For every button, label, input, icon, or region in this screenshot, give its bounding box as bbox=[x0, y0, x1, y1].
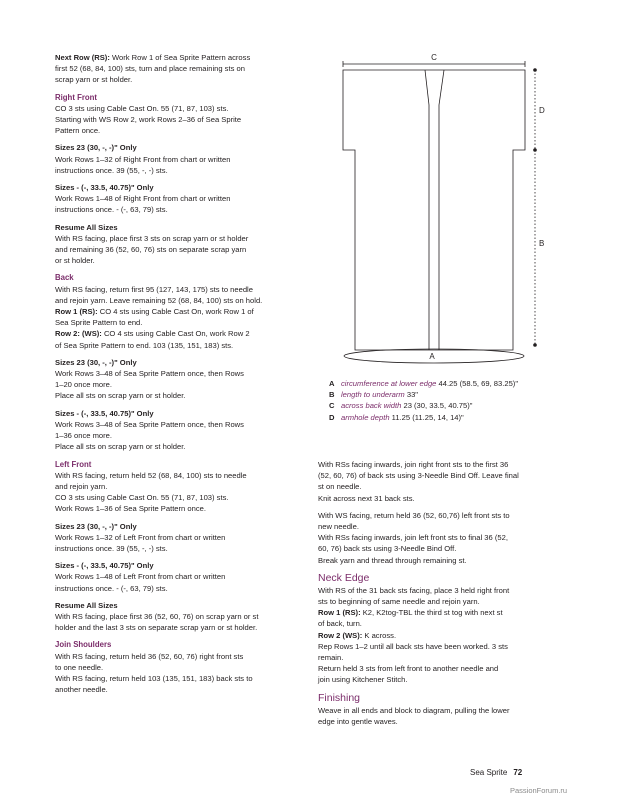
text-line bbox=[55, 543, 295, 554]
label-b: B bbox=[539, 239, 545, 248]
text-line bbox=[55, 390, 295, 401]
text-line bbox=[55, 74, 295, 85]
line-text: With RS facing, return held 36 (52, 60, 76) right front sts bbox=[55, 651, 244, 661]
line-text: another needle. bbox=[55, 685, 108, 695]
text-line bbox=[55, 492, 295, 503]
line-text: st on needle. bbox=[318, 482, 362, 492]
line-text: With RS facing, return first 95 (127, 143, 175) sts to needle bbox=[55, 284, 253, 294]
section bbox=[55, 600, 295, 634]
right-column bbox=[318, 459, 563, 733]
text-line bbox=[318, 663, 563, 674]
section-heading: Left Front bbox=[55, 459, 92, 469]
text-line bbox=[55, 306, 295, 317]
text-line bbox=[55, 193, 295, 204]
section-heading: Sizes 23 (30, -, -)" Only bbox=[55, 521, 137, 531]
line-text: edge into gentle waves. bbox=[318, 716, 398, 726]
text-line bbox=[318, 543, 563, 554]
text-line bbox=[55, 317, 295, 328]
section bbox=[55, 222, 295, 267]
text-line bbox=[55, 284, 295, 295]
line-text: and rejoin yarn. Leave remaining 52 (68, 84, 100) sts on hold. bbox=[55, 295, 263, 305]
section bbox=[55, 357, 295, 402]
line-text: holder and the last 3 sts on separate scrap yarn or st holder. bbox=[55, 623, 258, 633]
text-line bbox=[318, 705, 563, 716]
legend-letter: B bbox=[329, 390, 335, 400]
text-line bbox=[55, 328, 295, 339]
watermark: PassionForum.ru bbox=[510, 786, 568, 795]
section bbox=[55, 408, 295, 453]
text-line bbox=[55, 583, 295, 594]
legend-description: length to underarm bbox=[341, 390, 405, 400]
line-text: to one needle. bbox=[55, 662, 104, 672]
text-line bbox=[55, 651, 295, 662]
text-line bbox=[55, 125, 295, 136]
text-line bbox=[55, 503, 295, 514]
line-text: Sea Sprite Pattern to end. bbox=[55, 318, 143, 328]
text-line bbox=[318, 532, 563, 543]
line-text: K2, K2tog-TBL the third st tog with next st bbox=[360, 608, 503, 618]
text-line bbox=[318, 555, 563, 566]
line-text: scrap yarn or st holder. bbox=[55, 75, 133, 85]
section-heading: Resume All Sizes bbox=[55, 222, 118, 232]
front-opening-right bbox=[439, 70, 444, 350]
section bbox=[318, 510, 563, 566]
schematic-svg bbox=[320, 50, 560, 372]
line-text: instructions once. - (-, 63, 79) sts. bbox=[55, 583, 168, 593]
legend-value: 44.25 (58.5, 69, 83.25)" bbox=[436, 379, 519, 388]
legend-letter: D bbox=[329, 412, 335, 422]
garment-outline bbox=[343, 70, 525, 350]
line-text: instructions once. - (-, 63, 79) sts. bbox=[55, 205, 168, 215]
text-line bbox=[318, 493, 563, 504]
text-line bbox=[318, 607, 563, 618]
row-label: Row 2 (WS): bbox=[318, 630, 363, 640]
text-line bbox=[55, 114, 295, 125]
line-text: Work Rows 1–48 of Right Front from chart or written bbox=[55, 194, 231, 204]
line-text: and remaining 36 (52, 60, 76) sts on separate scrap yarn bbox=[55, 245, 247, 255]
line-text: CO 3 sts using Cable Cast On. 55 (71, 87, 103) sts. bbox=[55, 103, 229, 113]
line-text: Weave in all ends and block to diagram, pulling the lower bbox=[318, 705, 510, 715]
page-number: 72 bbox=[513, 768, 523, 777]
section bbox=[55, 639, 295, 695]
section bbox=[55, 142, 295, 176]
text-line bbox=[55, 103, 295, 114]
line-text: K across. bbox=[362, 630, 397, 640]
line-text: join using Kitchener Stitch. bbox=[318, 675, 408, 685]
text-line bbox=[55, 481, 295, 492]
page-footer bbox=[470, 768, 522, 777]
section-heading: Sizes - (-, 33.5, 40.75)" Only bbox=[55, 408, 154, 418]
line-text: sts to beginning of same needle and rejoin yarn. bbox=[318, 597, 480, 607]
text-line bbox=[55, 52, 295, 63]
text-line bbox=[318, 459, 563, 470]
section bbox=[55, 521, 295, 555]
line-text: Work Rows 3–48 of Sea Sprite Pattern once, then Rows bbox=[55, 419, 244, 429]
row-label: Row 1 (RS): bbox=[55, 307, 98, 317]
section-heading: Sizes - (-, 33.5, 40.75)" Only bbox=[55, 183, 154, 193]
section-heading: Sizes - (-, 33.5, 40.75)" Only bbox=[55, 561, 154, 571]
section-heading: Resume All Sizes bbox=[55, 600, 118, 610]
text-line bbox=[318, 470, 563, 481]
garment-schematic bbox=[320, 50, 560, 372]
section bbox=[55, 459, 295, 515]
footer-title: Sea Sprite bbox=[470, 768, 508, 777]
line-text: CO 3 sts using Cable Cast On. 55 (71, 87, 103) sts. bbox=[55, 493, 229, 503]
section-heading: Right Front bbox=[55, 92, 98, 102]
text-line bbox=[55, 622, 295, 633]
text-line bbox=[55, 165, 295, 176]
row-label: Next Row (RS): bbox=[55, 53, 110, 62]
text-line bbox=[318, 596, 563, 607]
legend-description: armhole depth bbox=[341, 412, 390, 422]
line-text: With RS facing, return held 52 (68, 84, 100) sts to needle bbox=[55, 470, 247, 480]
text-line bbox=[318, 641, 563, 652]
legend-letter: A bbox=[329, 379, 335, 388]
line-text: CO 4 sts using Cable Cast On, work Row 1 of bbox=[97, 307, 254, 317]
label-d: D bbox=[539, 106, 545, 115]
line-text: With RS facing, return held 103 (135, 151, 183) back sts to bbox=[55, 673, 253, 683]
line-text: With RS of the 31 back sts facing, place 3 held right front bbox=[318, 585, 510, 595]
section bbox=[55, 92, 295, 137]
line-text: Rep Rows 1–2 until all back sts have been worked. 3 sts bbox=[318, 641, 508, 651]
section bbox=[55, 560, 295, 594]
legend-row bbox=[329, 378, 518, 389]
line-text: remain. bbox=[318, 653, 344, 663]
text-line bbox=[55, 154, 295, 165]
line-text: Starting with WS Row 2, work Rows 2–36 of Sea Sprite bbox=[55, 115, 242, 125]
section-heading: Sizes 23 (30, -, -)" Only bbox=[55, 143, 137, 153]
line-text: Pattern once. bbox=[55, 126, 101, 136]
section bbox=[318, 459, 563, 504]
text-line bbox=[55, 419, 295, 430]
text-line bbox=[55, 571, 295, 582]
line-text: instructions once. 39 (55, -, -) sts. bbox=[55, 165, 168, 175]
left-column bbox=[55, 52, 295, 701]
section-heading: Join Shoulders bbox=[55, 640, 112, 650]
line-text: With RSs facing inwards, join left front sts to final 36 (52, bbox=[318, 533, 508, 543]
line-text: and rejoin yarn. bbox=[55, 481, 108, 491]
text-line bbox=[55, 233, 295, 244]
text-line bbox=[55, 244, 295, 255]
line-text: 1–36 once more. bbox=[55, 431, 112, 441]
line-text: CO 4 sts using Cable Cast On, work Row 2 bbox=[101, 329, 250, 339]
section-heading: Finishing bbox=[318, 691, 361, 704]
line-text: Work Rows 1–36 of Sea Sprite Pattern once. bbox=[55, 504, 206, 514]
legend-value: 23 (30, 33.5, 40.75)" bbox=[401, 401, 473, 411]
line-text: (52, 60, 76) of back sts using 3-Needle Bind Off. Leave final bbox=[318, 471, 519, 481]
line-text: Work Rows 3–48 of Sea Sprite Pattern once, then Rows bbox=[55, 369, 244, 379]
measurement-legend bbox=[329, 378, 518, 423]
text-line bbox=[318, 716, 563, 727]
line-text: Place all sts on scrap yarn or st holder. bbox=[55, 442, 186, 452]
text-line bbox=[55, 63, 295, 74]
section bbox=[55, 182, 295, 216]
line-text: With WS facing, return held 36 (52, 60,76) left front sts to bbox=[318, 510, 510, 520]
legend-row bbox=[329, 400, 518, 411]
legend-row bbox=[329, 389, 518, 400]
line-text: Knit across next 31 back sts. bbox=[318, 493, 415, 503]
line-text: Work Rows 1–32 of Left Front from chart or written bbox=[55, 532, 226, 542]
text-line bbox=[318, 481, 563, 492]
line-text: With RS facing, place first 36 (52, 60, 76) on scrap yarn or st bbox=[55, 611, 259, 621]
line-text: Return held 3 sts from left front to another needle and bbox=[318, 664, 499, 674]
text-line bbox=[318, 630, 563, 641]
text-line bbox=[55, 441, 295, 452]
line-text: 60, 76) back sts using 3-Needle Bind Off. bbox=[318, 544, 457, 554]
text-line bbox=[55, 340, 295, 351]
line-text: 1–20 once more. bbox=[55, 380, 112, 390]
legend-description: across back width bbox=[341, 401, 402, 411]
text-line bbox=[55, 662, 295, 673]
text-line bbox=[55, 379, 295, 390]
row-label: Row 1 (RS): bbox=[318, 608, 361, 618]
text-line bbox=[55, 532, 295, 543]
text-line bbox=[55, 673, 295, 684]
legend-value: 33" bbox=[404, 390, 419, 400]
line-text: Place all sts on scrap yarn or st holder. bbox=[55, 391, 186, 401]
line-text: With RS facing, place first 3 sts on scrap yarn or st holder bbox=[55, 233, 249, 243]
line-text: Work Rows 1–32 of Right Front from chart or written bbox=[55, 154, 231, 164]
text-line bbox=[55, 430, 295, 441]
line-text: new needle. bbox=[318, 522, 359, 532]
text-line bbox=[318, 618, 563, 629]
line-text: Break yarn and thread through remaining st. bbox=[318, 555, 467, 565]
section-heading: Neck Edge bbox=[318, 571, 370, 584]
line-text: first 52 (68, 84, 100) sts, turn and place remaining sts on bbox=[55, 64, 245, 74]
section bbox=[55, 272, 295, 350]
text-line bbox=[55, 470, 295, 481]
legend-letter: C bbox=[329, 401, 335, 411]
legend-value: 11.25 (11.25, 14, 14)" bbox=[389, 412, 464, 422]
section-heading: Sizes 23 (30, -, -)" Only bbox=[55, 357, 137, 367]
text-line bbox=[318, 521, 563, 532]
line-text: instructions once. 39 (55, -, -) sts. bbox=[55, 543, 168, 553]
text-line bbox=[318, 510, 563, 521]
section bbox=[318, 572, 563, 686]
line-text: With RSs facing inwards, join right front sts to the first 36 bbox=[318, 460, 509, 469]
row-label: Row 2: (WS): bbox=[55, 329, 102, 339]
text-line bbox=[318, 674, 563, 685]
label-c: C bbox=[431, 53, 437, 62]
text-line bbox=[55, 204, 295, 215]
line-text: Work Rows 1–48 of Left Front from chart or written bbox=[55, 572, 226, 582]
line-text: of Sea Sprite Pattern to end. 103 (135, 151, 183) sts. bbox=[55, 340, 234, 350]
line-text: or st holder. bbox=[55, 256, 95, 266]
front-opening-left bbox=[425, 70, 429, 350]
section-heading: Back bbox=[55, 273, 74, 283]
line-text: of back, turn. bbox=[318, 619, 362, 629]
text-line bbox=[55, 255, 295, 266]
text-line bbox=[55, 684, 295, 695]
legend-description: circumference at lower edge bbox=[341, 379, 437, 388]
text-line bbox=[55, 611, 295, 622]
text-line bbox=[318, 585, 563, 596]
text-line bbox=[55, 368, 295, 379]
line-text: Work Row 1 of Sea Sprite Pattern across bbox=[109, 53, 251, 62]
section bbox=[55, 52, 295, 86]
legend-row bbox=[329, 412, 518, 423]
text-line bbox=[318, 652, 563, 663]
text-line bbox=[55, 295, 295, 306]
label-a: A bbox=[429, 352, 435, 361]
section bbox=[318, 692, 563, 727]
